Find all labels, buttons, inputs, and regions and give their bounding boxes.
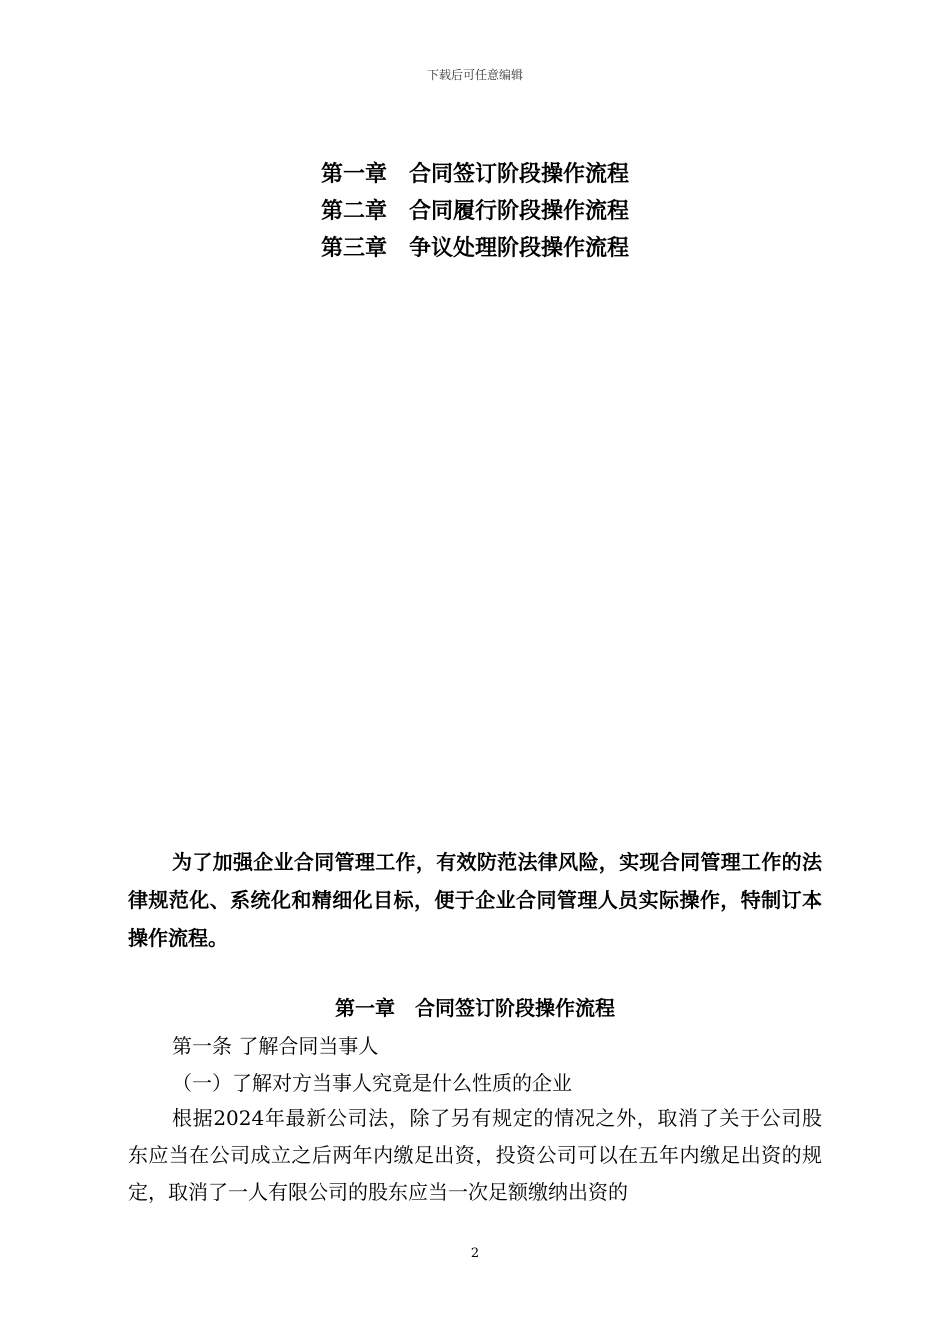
toc-item-chapter-3: 第三章 争议处理阶段操作流程: [320, 236, 629, 261]
article-title: 第一条 了解合同当事人: [172, 1034, 379, 1058]
header-note: 下载后可任意编辑: [426, 68, 523, 82]
body-paragraph: 根据2024年最新公司法，除了另有规定的情况之外，取消了关于公司股东应当在公司成立之后两年内缴足出资，投资公司可以在五年内缴足出资的规定，取消了一人有限公司的股东应当一次足额缴纳出资的: [128, 1106, 822, 1204]
table-of-contents: [0, 156, 950, 267]
intro-paragraph: 为了加强企业合同管理工作，有效防范法律风险，实现合同管理工作的法律规范化、系统化和精细化目标，便于企业合同管理人员实际操作，特制订本操作流程。: [128, 850, 822, 950]
toc-item-chapter-1: 第一章 合同签订阶段操作流程: [320, 162, 629, 187]
page-number: 2: [470, 1246, 480, 1261]
chapter-heading: 第一章 合同签订阶段操作流程: [335, 996, 615, 1020]
toc-item-chapter-2: 第二章 合同履行阶段操作流程: [320, 199, 629, 224]
subsection-title: （一）了解对方当事人究竟是什么性质的企业: [172, 1071, 572, 1095]
